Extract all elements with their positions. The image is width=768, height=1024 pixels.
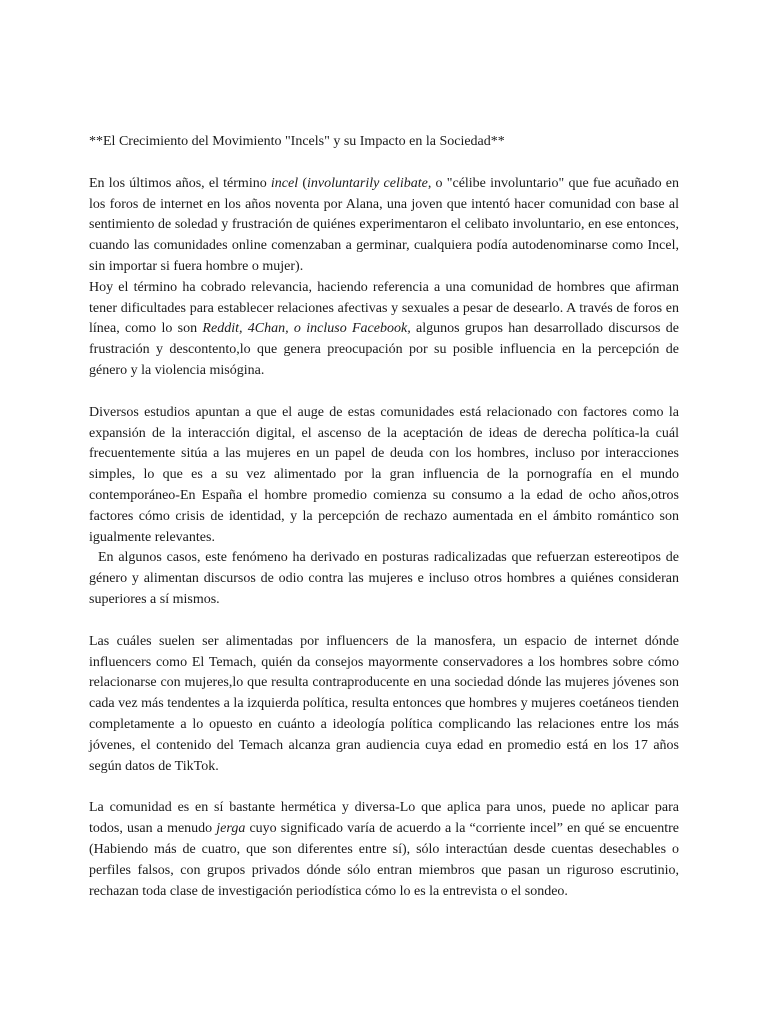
paragraph-2 [89,278,679,382]
p2-text-a: Hoy el término ha cobrado relevancia, haciendo referencia a una comunidad de hombres que afirman tener dificultades para establecer relaciones afectivas y sexuales a pesar de desearlo. A través de foros en línea, como lo son [89,279,679,337]
paragraph-1 [89,174,679,278]
paragraph-4: En algunos casos, este fenómeno ha derivado en posturas radicalizadas que refuerzan estereotipos de género y alimentan discursos de odio contra las mujeres e incluso otros hombres a quiénes consideran superiores a sí mismos. [89,550,679,607]
paragraph-3: Diversos estudios apuntan a que el auge de estas comunidades está relacionado con factores como la expansión de la interacción digital, el ascenso de la aceptación de ideas de derecha política-la cuál frecuentemente sitúa a las mujeres en un papel de deuda con los hombres, incluso por interacciones simples, lo que es a su vez alimentado por la gran influencia de la pornografía en el mundo contemporáneo-En España el hombre promedio comienza su consumo a la edad de ocho años,otros factores cómo crisis de identidad, y la percepción de rechazo aumentada en el ámbito romántico son igualmente relevantes. [89,404,679,545]
document-body [89,132,679,902]
p6-text-c: cuyo significado varía de acuerdo a la “corriente incel” en qué se encuentre (Habiendo más de cuatro, que son diferentes entre sí), sólo interactúan desde cuentas desechables o perfiles falsos, con grupos privados dónde sólo entran miembros que pasan un riguroso escrutinio, rechazan toda clase de investigación periodística cómo lo es la entrevista o el sondeo. [89,821,679,899]
p1-text-a: En los últimos años, el término [89,175,271,191]
document-title: **El Crecimiento del Movimiento "Incels" y su Impacto en la Sociedad** [89,134,505,149]
p1-term-involuntarily-celibate: involuntarily celibate [307,175,428,191]
p6-term-jerga: jerga [216,821,246,837]
p2-forums-list: Reddit, 4Chan, o incluso Facebook, [202,321,411,337]
p1-term-incel: incel [270,175,299,191]
p2-text-c: algunos grupos han desarrollado discursos de frustración y descontento,lo que genera preocupación por su posible influencia en la percepción de género y la violencia misógina. [89,321,679,378]
paragraph-6 [89,798,679,902]
p1-text-e: , o "célibe involuntario" que fue acuñado en los foros de internet en los años noventa por Alana, una joven que intentó hacer comunidad con base al sentimiento de soledad y frustración de quiénes experimentaron el celibato involuntario, en ese entonces, cuando las comunidades online comenzaban a germinar, cualquiera podía autodenominarse como Incel, sin importar si fuera hombre o mujer). [89,175,679,274]
paragraph-5: Las cuáles suelen ser alimentadas por influencers de la manosfera, un espacio de internet dónde influencers como El Temach, quién da consejos mayormente conservadores a los hombres sobre cómo relacionarse con mujeres,lo que resulta contraproducente en una sociedad dónde las mujeres jóvenes son cada vez más tendentes a la izquierda política, resulta entonces que hombres y mujeres coetáneos tienden completamente a lo opuesto en cuánto a ideología política complicando las relaciones entre los más jóvenes, el contenido del Temach alcanza gran audiencia cuya edad en promedio está en los 17 años según datos de TikTok. [89,633,679,774]
p6-text-a: La comunidad es en sí bastante hermética y diversa-Lo que aplica para unos, puede no aplicar para todos, usan a menudo [89,800,679,837]
p1-text-c: ( [298,175,308,191]
